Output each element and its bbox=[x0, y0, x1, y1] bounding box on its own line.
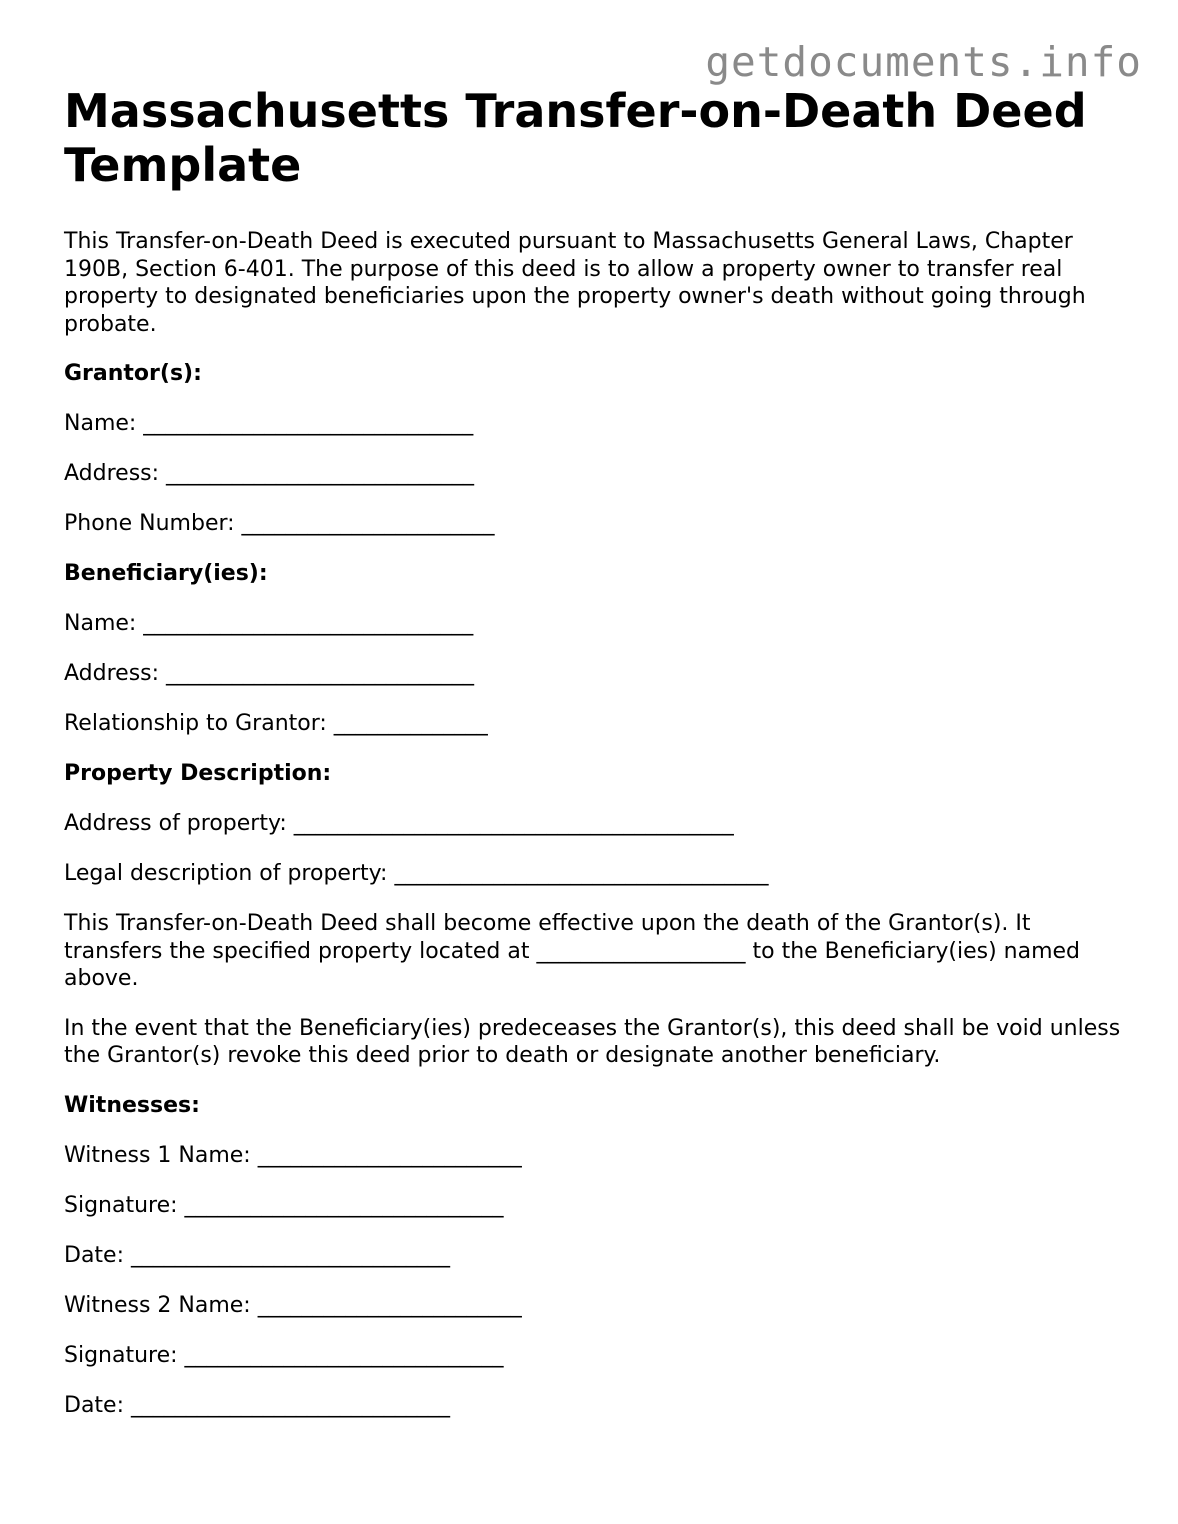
page-title: Massachusetts Transfer-on-Death Deed Template bbox=[64, 84, 1087, 192]
grantor-address-field: Address: ____________________________ bbox=[64, 461, 475, 486]
intro-paragraph: This Transfer-on-Death Deed is executed pursuant to Massachusetts General Laws, Chapter 190B, Section 6-401. The purpose of this deed is to allow a property owner to transfer real property to designated beneficiaries upon the property owner's death without going through probate. bbox=[64, 229, 1086, 337]
property-address-field: Address of property: ________________________________________ bbox=[64, 811, 734, 836]
grantor-name-field: Name: ______________________________ bbox=[64, 411, 474, 436]
watermark: getdocuments.info bbox=[705, 38, 1142, 86]
witness2-signature-field: Signature: _____________________________ bbox=[64, 1342, 504, 1368]
beneficiary-name-field: Name: ______________________________ bbox=[64, 611, 474, 636]
grantor-phone-field: Phone Number: _______________________ bbox=[64, 511, 495, 536]
document-page bbox=[64, 84, 1124, 1420]
witnesses-heading: Witnesses: bbox=[64, 1092, 200, 1118]
witness1-date-field: Date: _____________________________ bbox=[64, 1242, 450, 1268]
witness2-date-field: Date: _____________________________ bbox=[64, 1392, 450, 1418]
void-paragraph: In the event that the Beneficiary(ies) predeceases the Grantor(s), this deed shall be void unless the Grantor(s) revoke this deed prior to death or designate another beneficiary. bbox=[64, 1015, 1121, 1068]
witness2-name-field: Witness 2 Name: ________________________ bbox=[64, 1292, 522, 1318]
grantor-heading: Grantor(s): bbox=[64, 361, 202, 386]
effective-paragraph: This Transfer-on-Death Deed shall become effective upon the death of the Grantor(s). It transfers the specified property located at ___________________ to the Beneficiary(ies) named above. bbox=[64, 911, 1081, 991]
witness1-name-field: Witness 1 Name: ________________________ bbox=[64, 1142, 522, 1168]
property-legal-field: Legal description of property: __________________________________ bbox=[64, 861, 769, 886]
beneficiary-address-field: Address: ____________________________ bbox=[64, 661, 475, 686]
beneficiary-heading: Beneficiary(ies): bbox=[64, 561, 268, 586]
beneficiary-relationship-field: Relationship to Grantor: ______________ bbox=[64, 711, 488, 736]
witness1-signature-field: Signature: _____________________________ bbox=[64, 1192, 504, 1218]
property-heading: Property Description: bbox=[64, 761, 332, 786]
